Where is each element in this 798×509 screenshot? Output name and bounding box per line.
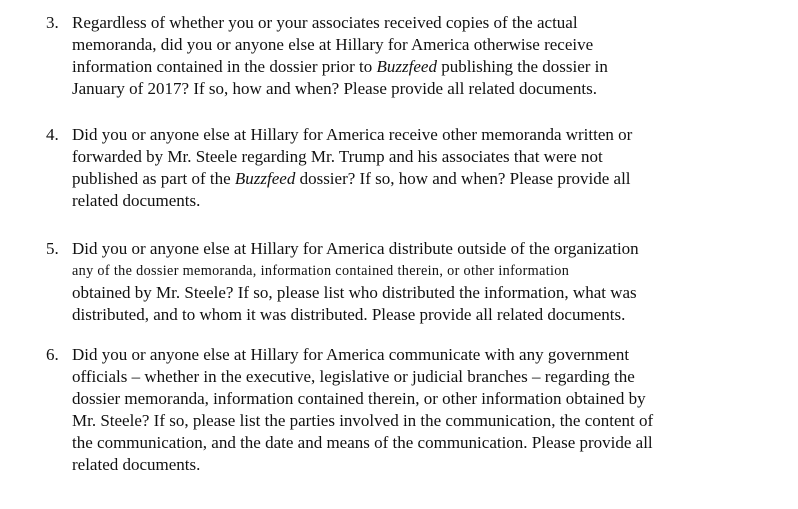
text-line: published as part of the Buzzfeed dossier? If so, how and when? Please provide all (72, 169, 631, 188)
text-line: information contained in the dossier prior to Buzzfeed publishing the dossier in (72, 57, 608, 76)
text-line: Mr. Steele? If so, please list the parties involved in the communication, the content of (72, 411, 654, 430)
text-line: forwarded by Mr. Steele regarding Mr. Trump and his associates that were not (72, 147, 603, 166)
text-line: related documents. (72, 191, 201, 210)
item-number: 5. (46, 239, 59, 258)
text-line: memoranda, did you or anyone else at Hillary for America otherwise receive (72, 35, 594, 54)
text-line: distributed, and to whom it was distributed. Please provide all related documents. (72, 305, 626, 324)
italic-publication-name: Buzzfeed (234, 169, 296, 188)
text-line: Regardless of whether you or your associates received copies of the actual (72, 13, 578, 32)
text-line: Did you or anyone else at Hillary for America distribute outside of the organization (72, 239, 639, 258)
item-text (72, 344, 752, 476)
item-text (72, 238, 752, 326)
item-text (72, 124, 752, 212)
text-line: Did you or anyone else at Hillary for America receive other memoranda written or (72, 125, 633, 144)
text-line: January of 2017? If so, how and when? Please provide all related documents. (72, 79, 597, 98)
text-line: any of the dossier memoranda, information contained therein, or other information (72, 263, 570, 279)
text-line: officials – whether in the executive, legislative or judicial branches – regarding the (72, 367, 635, 386)
item-number: 6. (46, 345, 59, 364)
item-text (72, 12, 752, 100)
text-line: obtained by Mr. Steele? If so, please list who distributed the information, what was (72, 283, 637, 302)
text-line: dossier memoranda, information contained therein, or other information obtained by (72, 389, 646, 408)
text-line: Did you or anyone else at Hillary for America communicate with any government (72, 345, 630, 364)
text-line: the communication, and the date and means of the communication. Please provide all (72, 433, 653, 452)
text-line: related documents. (72, 455, 201, 474)
italic-publication-name: Buzzfeed (376, 57, 437, 76)
item-number: 3. (46, 13, 59, 32)
item-number: 4. (46, 125, 59, 144)
